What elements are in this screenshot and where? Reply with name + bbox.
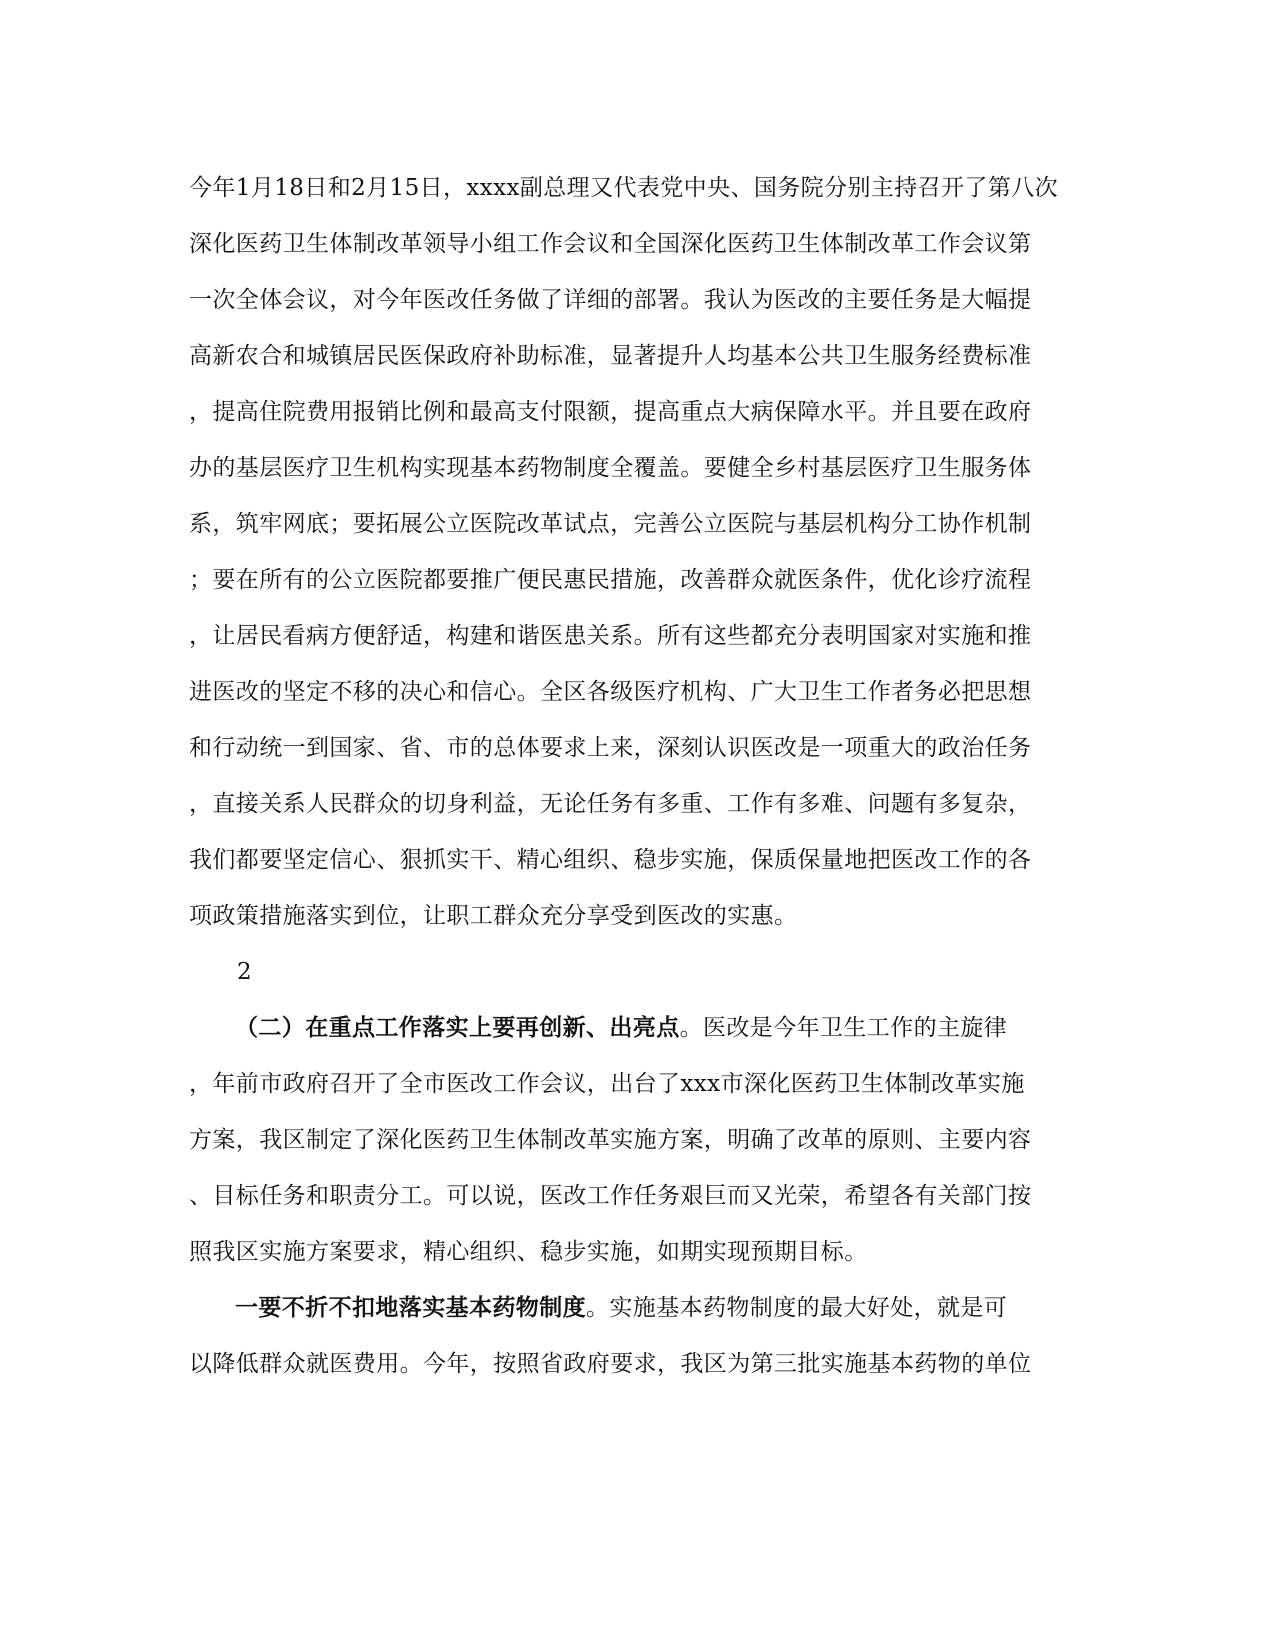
text-line: 、目标任务和职责分工。可以说，医改工作任务艰巨而又光荣，希望各有关部门按 — [189, 1183, 1032, 1209]
text-line: 系，筑牢网底；要拓展公立医院改革试点，完善公立医院与基层机构分工协作机制 — [189, 511, 1032, 537]
text-line: 和行动统一到国家、省、市的总体要求上来，深刻认识医改是一项重大的政治任务 — [189, 735, 1032, 761]
text-line: 办的基层医疗卫生机构实现基本药物制度全覆盖。要健全乡村基层医疗卫生服务体 — [189, 455, 1032, 481]
text-run: 。实施基本药物制度的最大好处，就是可 — [586, 1295, 1008, 1321]
text-run: 。医改是今年卫生工作的主旋律 — [679, 1015, 1008, 1041]
text-line: ，提高住院费用报销比例和最高支付限额，提高重点大病保障水平。并且要在政府 — [189, 399, 1032, 425]
paragraph-2 — [189, 1000, 1089, 1280]
text-line: 一次全体会议，对今年医改任务做了详细的部署。我认为医改的主要任务是大幅提 — [189, 287, 1032, 313]
paragraph-3 — [189, 1280, 1089, 1392]
text-line: ，年前市政府召开了全市医改工作会议，出台了xxx市深化医药卫生体制改革实施 — [189, 1071, 1025, 1097]
section-heading: （二）在重点工作落实上要再创新、出亮点 — [235, 1014, 680, 1041]
text-line: 项政策措施落实到位，让职工群众充分享受到医改的实惠。 — [189, 903, 798, 929]
text-line: 以降低群众就医费用。今年，按照省政府要求，我区为第三批实施基本药物的单位 — [189, 1351, 1032, 1377]
page-number: 2 — [237, 959, 253, 985]
paragraph-1 — [189, 160, 1089, 944]
text-line: 方案，我区制定了深化医药卫生体制改革实施方案，明确了改革的原则、主要内容 — [189, 1127, 1032, 1153]
text-line: ，直接关系人民群众的切身利益，无论任务有多重、工作有多难、问题有多复杂， — [189, 791, 1032, 817]
text-line — [189, 1280, 1089, 1336]
text-line: 照我区实施方案要求，精心组织、稳步实施，如期实现预期目标。 — [189, 1239, 868, 1265]
text-line: 深化医药卫生体制改革领导小组工作会议和全国深化医药卫生体制改革工作会议第 — [189, 231, 1032, 257]
text-line: 我们都要坚定信心、狠抓实干、精心组织、稳步实施，保质保量地把医改工作的各 — [189, 847, 1032, 873]
subsection-heading: 一要不折不扣地落实基本药物制度 — [235, 1294, 586, 1321]
text-line: 进医改的坚定不移的决心和信心。全区各级医疗机构、广大卫生工作者务必把思想 — [189, 679, 1032, 705]
text-line: ；要在所有的公立医院都要推广便民惠民措施，改善群众就医条件，优化诊疗流程 — [189, 567, 1032, 593]
text-line: ，让居民看病方便舒适，构建和谐医患关系。所有这些都充分表明国家对实施和推 — [189, 623, 1032, 649]
text-body — [189, 160, 1089, 1392]
text-line — [189, 1000, 1089, 1056]
text-line: 高新农合和城镇居民医保政府补助标准，显著提升人均基本公共卫生服务经费标准 — [189, 343, 1032, 369]
text-line: 今年1月18日和2月15日，xxxx副总理又代表党中央、国务院分别主持召开了第八次 — [189, 175, 1059, 201]
